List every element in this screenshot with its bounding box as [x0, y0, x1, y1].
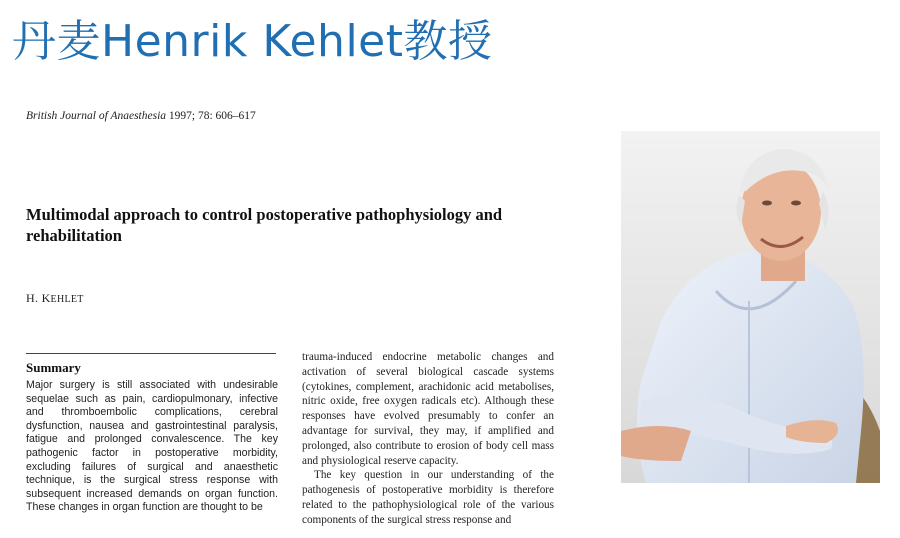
author-surname: EHLET [50, 294, 84, 305]
portrait-illustration [621, 131, 880, 483]
summary-divider [26, 353, 276, 354]
body-paragraph-2: The key question in our understanding of the pathogenesis of postoperative morbidity is therefore related to the pathophysiological role of the various components of the surgical stress response and [302, 469, 554, 526]
body-paragraph-1: trauma-induced endocrine metabolic changes and activation of several biological cascade systems (cytokines, complement, arachidonic acid metabolises, nitric oxide, free oxygen radicals etc). Although these responses have evolved presumably to confer an advantage for survival, they may, if amplified and prolonged, also contribute to erosion of body cell mass and physiological reserve capacity. [302, 351, 554, 467]
journal-name: British Journal of Anaesthesia [26, 110, 167, 122]
body-column [302, 350, 554, 538]
journal-citation [26, 110, 256, 122]
author-initial: H. K [26, 291, 51, 305]
portrait-photo [621, 131, 880, 483]
summary-text: Major surgery is still associated with undesirable sequelae such as pain, cardiopulmonary, infective and thromboembolic complications, cerebral dysfunction, nausea and gastrointestinal paralysis, fatigue and prolonged convalescence. The key pathogenic factor in postoperative morbidity, excluding failures of surgical and anaesthetic technique, is the surgical stress response with subsequent increased demands on organ function. These changes in organ function are thought to be [26, 379, 278, 514]
author [26, 291, 84, 306]
slide-title: 丹麦Henrik Kehlet教授 [12, 16, 493, 67]
paper-title: Multimodal approach to control postoperative pathophysiology and rehabilitation [26, 205, 503, 245]
summary-heading: Summary [26, 360, 81, 375]
citation-detail: 1997; 78: 606–617 [166, 110, 256, 122]
